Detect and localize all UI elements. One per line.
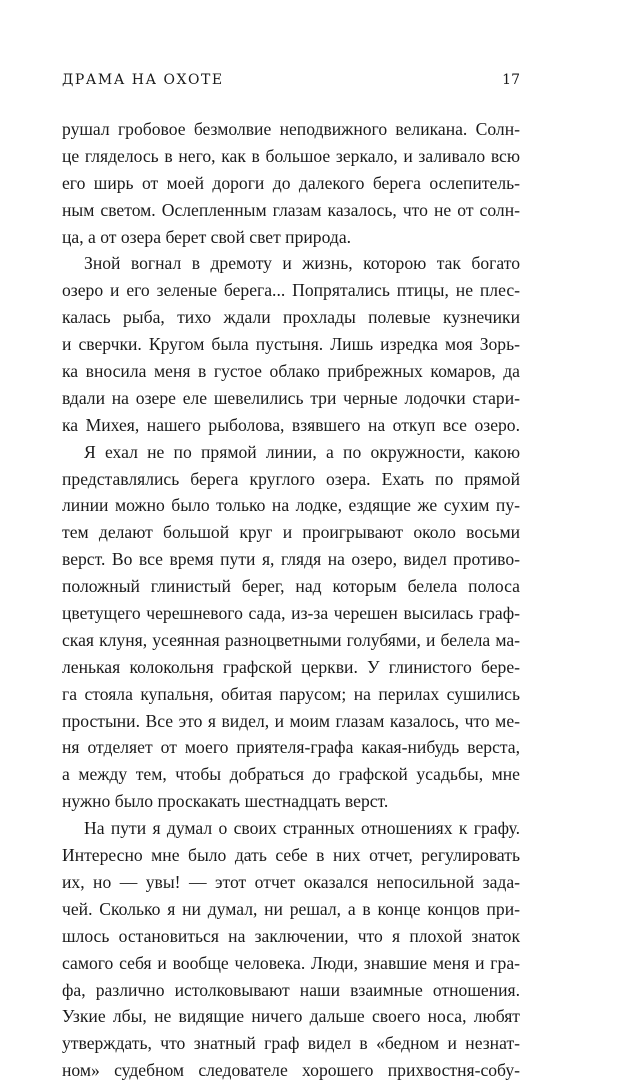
text-line: Узкие лбы, не видящие ничего дальше своего носа, любят [62,1006,520,1027]
text-line: ленькая колокольня графской церкви. У глинистого бере- [62,656,520,677]
text-line: его ширь от моей дороги до далекого берега ослепитель- [62,172,520,193]
text-line: ным светом. Ослепленным глазам казалось, что не от солн- [62,199,520,220]
text-line: вдали на озере еле шевелились три черные лодочки стари- [62,387,520,408]
text-line: простыни. Все это я видел, и моим глазам казалось, что ме- [62,710,520,731]
text-line: их, но — увы! — этот отчет оказался непосильной зада- [62,871,520,892]
paragraph-first-line: На пути я думал о своих странных отношениях к графу. [84,818,520,839]
text-line: ка вносила меня в густое облако прибрежных комаров, да [62,361,520,382]
text-line: ка Михея, нашего рыболова, взявшего на откуп все озеро. [62,414,520,435]
text-line: ская клуня, усеянная разноцветными голубями, и белела ма- [62,629,520,650]
paragraph-first-line: Зной вогнал в дремоту и жизнь, которою так богато [84,253,520,274]
text-line: ном» судебном следователе хорошего прихвостня-собу- [62,1060,520,1081]
running-title: ДРАМА НА ОХОТЕ [62,72,224,88]
text-line: а между тем, чтобы добраться до графской усадьбы, мне [62,764,520,785]
text-line: нужно было проскакать шестнадцать верст. [62,791,389,812]
text-line: ца, а от озера берет свой свет природа. [62,226,352,247]
body-text [62,116,520,1084]
page-number: 17 [502,72,520,88]
text-line: озеро и его зеленые берега... Попрятались птицы, не плес- [62,280,520,301]
text-line: рушал гробовое безмолвие неподвижного великана. Солн- [62,119,520,139]
text-line: Интересно мне было дать себе в них отчет, регулировать [62,845,520,866]
text-line: тем делают большой круг и проигрывают около восьми [62,522,520,543]
text-line: линии можно было только на лодке, ездящие же сухим пу- [62,495,520,516]
text-line: представлялись берега круглого озера. Ехать по прямой [62,468,520,489]
text-line: и сверчки. Кругом была пустыня. Лишь изредка моя Зорь- [62,334,520,355]
text-line: калась рыба, тихо ждали прохлады полевые кузнечики [62,307,520,328]
book-page [62,0,520,1081]
text-line: фа, различно истолковывают наши взаимные отношения. [62,979,520,1000]
text-line: це гляделось в него, как в большое зеркало, и заливало всю [62,145,520,166]
text-line: утверждать, что знатный граф видел в «бедном и незнат- [62,1033,520,1054]
text-line: цветущего черешневого сада, из-за черешен высилась граф- [62,603,520,624]
text-line: га стояла купальня, обитая парусом; на перилах сушились [62,683,520,704]
text-line: ня отделяет от моего приятеля-графа какая-нибудь верста, [62,737,520,758]
text-line: верст. Во все время пути я, глядя на озеро, видел противо- [62,549,520,570]
text-line: чей. Сколько я ни думал, ни решал, а в конце концов при- [62,898,520,919]
running-head [62,72,520,96]
text-line: шлось остановиться на заключении, что я плохой знаток [62,925,520,946]
text-line: самого себя и вообще человека. Люди, знавшие меня и гра- [62,952,520,973]
text-line: положный глинистый берег, над которым белела полоса [62,576,520,597]
paragraph-first-line: Я ехал не по прямой линии, а по окружности, какою [84,441,520,462]
